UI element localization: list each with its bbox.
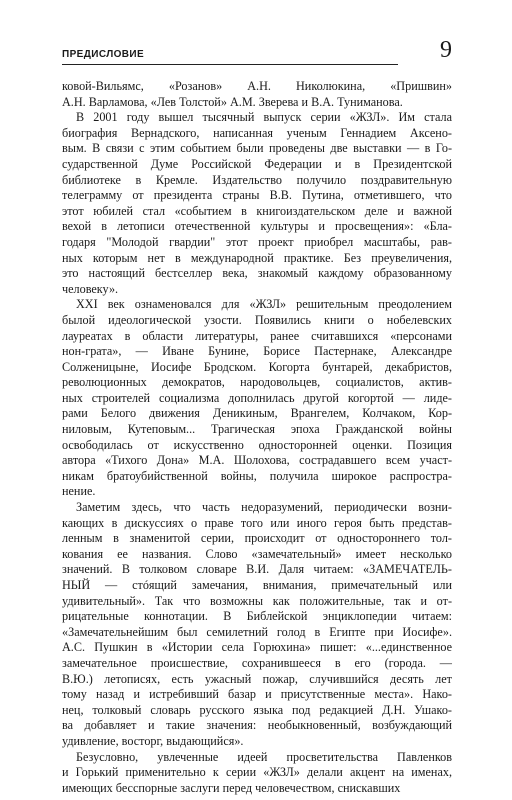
text-line: сударственной Думе Российской Федерации и в Президентской: [62, 156, 452, 171]
text-line: ниловым, Кутеповым... Трагическая эпоха Гражданской войны: [62, 422, 452, 437]
text-line: вым. В связи с этим событием были проведены две выставки — в Го-: [62, 141, 452, 156]
text-line: нец, толковый словарь русского языка под редакцией Д.Н. Ушако-: [62, 702, 452, 717]
text-line: телеграмму от президента страны В.В. Путина, отметившего, что: [62, 188, 452, 203]
paragraph: [62, 110, 452, 297]
text-line: революционных демократов, народовольцев, социалистов, актив-: [62, 375, 452, 390]
text-line: А.Н. Варламова, «Лев Толстой» А.М. Зверева и В.А. Туниманова.: [62, 94, 403, 109]
text-line: ва добавляет и такие значения: необыкновенный, возбуждающий: [62, 718, 452, 733]
text-line: ленным в знаменитой серии, происходит от одностороннего тол-: [62, 531, 452, 546]
text-line: В 2001 году вышел тысячный выпуск серии «ЖЗЛ». Им стала: [76, 110, 452, 125]
text-line: автора «Тихого Дона» М.А. Шолохова, сострадавшего всем участ-: [62, 453, 452, 468]
text-line: освободилась от искусственно односторонней оценки. Позиция: [62, 437, 452, 452]
paragraph: [62, 79, 452, 110]
text-line: человеку».: [62, 281, 119, 296]
text-line: вехой в летописи отечественной культуры и просвещения»: «Бла-: [62, 219, 452, 234]
header-rule: [62, 64, 398, 65]
text-line: рами Белого движения Деникиным, Врангелем, Колчаком, Кор-: [62, 406, 452, 421]
text-line: ных которым нет в международной практике. Без преувеличения,: [62, 250, 452, 265]
text-line: нение.: [62, 484, 96, 499]
text-line: годаря "Молодой гвардии" этот проект приобрел масштабы, рав-: [62, 234, 452, 249]
text-line: библиотеке в Кремле. Издательство получило поздравительную: [62, 172, 452, 187]
text-line: А.С. Пушкин в «Истории села Горюхина» пишет: «...единственное: [62, 640, 452, 655]
text-line: XXI век ознаменовался для «ЖЗЛ» решительным преодолением: [76, 297, 452, 312]
text-line: рицательные коннотации. В Библейской энциклопедии читаем:: [62, 609, 452, 624]
text-line: замечательное происшествие, сохранившееся в его (города. —: [62, 655, 452, 670]
text-line: имеющих бесспорные заслуги перед человечеством, снискавших: [62, 780, 401, 795]
text-line: Солженицыне, Иосифе Бродском. Когорта бунтарей, декабристов,: [62, 359, 452, 374]
text-line: НЫЙ — стóящий замечания, внимания, примечательный или: [62, 578, 452, 592]
text-line: тому назад и истребивший базар и присутственные места». Нако-: [62, 687, 452, 702]
text-line: былой идеологической узости. Появились книги о нобелевских: [62, 312, 452, 327]
text-line: лауреатах в области литературы, ранее считавшихся «персонами: [62, 328, 452, 343]
text-line: удивительный». Так что возможны как положительные, так и от-: [62, 593, 452, 608]
page-number: 9: [440, 37, 452, 63]
body-text: [62, 79, 452, 796]
text-line: и Горький применительно к серии «ЖЗЛ» делали акцент на именах,: [62, 765, 452, 780]
paragraph: [62, 750, 452, 797]
text-line: кающих в дискуссиях о праве того или иного героя быть представ-: [62, 515, 452, 530]
text-line: нон-грата», — Иване Бунине, Борисе Пастернаке, Александре: [62, 344, 452, 359]
text-line: В.Ю.) летописях, есть ужасный пожар, случившийся десять лет: [62, 671, 452, 686]
text-line: это настоящий бестселлер века, знакомый каждому образованному: [62, 266, 452, 281]
running-header: [62, 37, 452, 76]
paragraph: [62, 500, 452, 750]
section-title: ПРЕДИСЛОВИЕ: [62, 49, 145, 60]
text-line: никам братоубийственной войны, получила широкое распростра-: [62, 468, 452, 483]
paragraph: [62, 297, 452, 500]
text-line: Заметим здесь, что часть недоразумений, периодически возни-: [76, 500, 452, 515]
text-line: «Замечательнейшим был семилетний голод в Египте при Иосифе».: [62, 624, 452, 639]
text-line: Безусловно, увлеченные идеей просветительства Павленков: [76, 749, 452, 764]
text-line: значений. В толковом словаре В.И. Даля читаем: «ЗАМЕЧАТЕЛЬ-: [62, 562, 452, 577]
text-line: кования ее названия. Слово «замечательный» имеет несколько: [62, 546, 452, 561]
text-line: ных строителей социализма дополнилась другой когортой — лиде-: [62, 390, 452, 405]
text-line: ковой-Вильямс, «Розанов» А.Н. Николюкина, «Пришвин»: [62, 79, 452, 93]
text-line: биография Вернадского, написанная ученым Геннадием Аксено-: [62, 125, 452, 140]
text-line: удивление, восторг, выдающийся».: [62, 733, 244, 748]
text-line: этот юбилей стал «событием в книгоиздательском деле и важной: [62, 203, 452, 218]
